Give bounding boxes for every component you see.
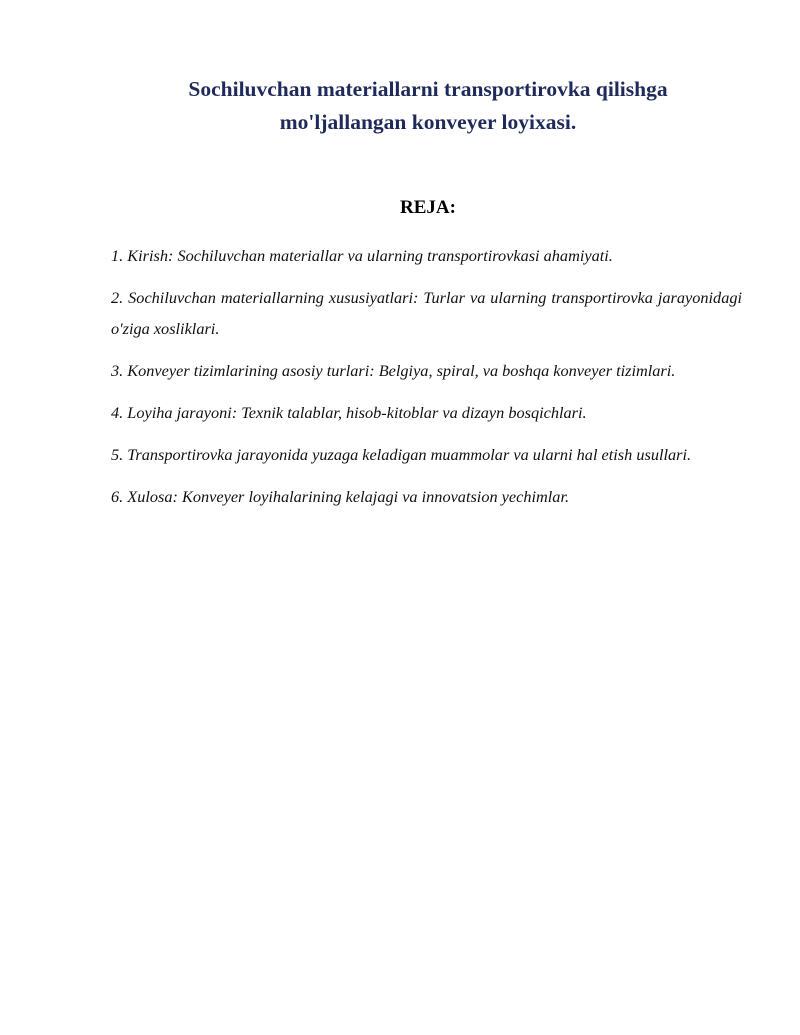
plan-heading: REJA: — [400, 197, 456, 218]
document-title-line-1: Sochiluvchan materiallarni transportirovka qilishga — [188, 77, 668, 101]
plan-item-1: 1. Kirish: Sochiluvchan materiallar va ularning transportirovkasi ahamiyati. — [111, 246, 613, 265]
plan-item-5: 5. Transportirovka jarayonida yuzaga keladigan muammolar va ularni hal etish usullari. — [111, 445, 692, 464]
plan-item-6: 6. Xulosa: Konveyer loyihalarining kelajagi va innovatsion yechimlar. — [111, 487, 570, 506]
plan-item-3: 3. Konveyer tizimlarining asosiy turlari: Belgiya, spiral, va boshqa konveyer tizimlari. — [111, 361, 676, 380]
document-title-line-2: mo'ljallangan konveyer loyixasi. — [279, 110, 577, 134]
plan-item-2: 2. Sochiluvchan materiallarning xususiyatlari: Turlar va ularning transportirovka jarayonidagi o'ziga xosliklari. — [111, 288, 742, 338]
plan-list — [111, 240, 742, 523]
document-title — [0, 73, 800, 139]
plan-item-4: 4. Loyiha jarayoni: Texnik talablar, hisob-kitoblar va dizayn bosqichlari. — [111, 403, 587, 422]
